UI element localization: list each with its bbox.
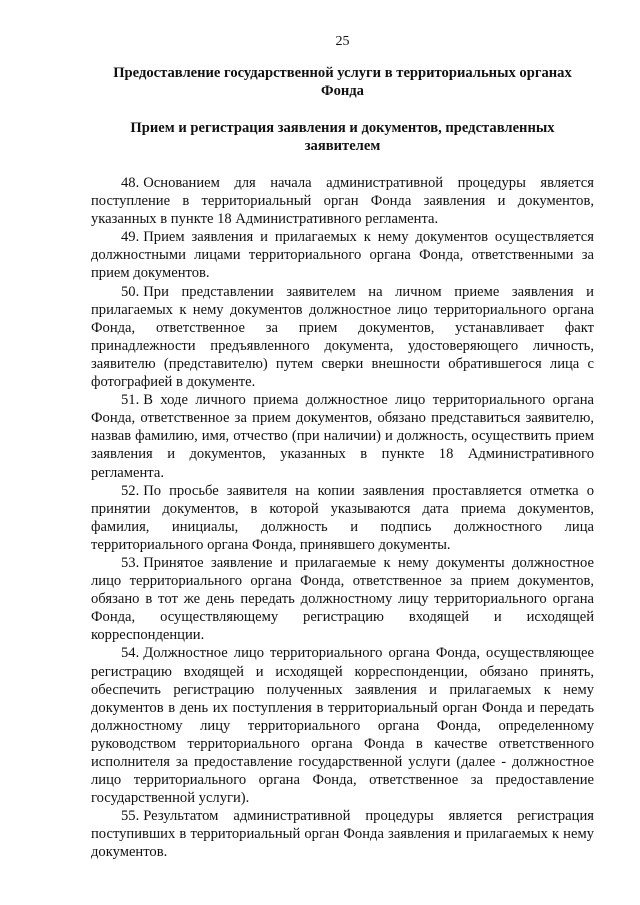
paragraph-text: Должностное лицо территориального органа Фонда, осуществляющее регистрацию входящей и исходящей корреспонденции, обязано принять, обеспечить регистрацию полученных заявления и прилагаемых к нему документов в день их поступления в территориальный орган Фонда и передать должностному лицу территориального органа Фонда, определенному руководством территориального органа Фонда в качестве ответственного исполнителя за предоставление государственной услуги (далее - должностное лицо территориального органа Фонда, ответственное за предоставление государственной услуги).: [91, 645, 594, 807]
paragraph-51: [91, 391, 594, 481]
paragraph-text: При представлении заявителем на личном приеме заявления и прилагаемых к нему документов должностное лицо территориального органа Фонда, ответственное за прием документов, устанавливает факт принадлежности предъявленного документа, удостоверяющего личность, заявителю (представителю) путем сверки внешности обратившегося лица с фотографией в документе.: [91, 283, 594, 391]
paragraph-number: 50.: [121, 283, 140, 300]
paragraph-text: Основанием для начала административной процедуры является поступление в территориальный орган Фонда заявления и документов, указанных в пункте 18 Административного регламента.: [91, 175, 594, 228]
paragraph-number: 48.: [121, 175, 140, 191]
paragraph-number: 53.: [121, 554, 140, 571]
page-number: 25: [335, 34, 350, 49]
paragraph-52: [91, 482, 594, 554]
paragraph-number: 51.: [121, 392, 140, 409]
paragraph-48: [91, 174, 594, 228]
paragraph-49: [91, 228, 594, 282]
subsection-heading: Прием и регистрация заявления и документов, представленных заявителем: [130, 120, 555, 154]
paragraph-54: [91, 644, 594, 807]
paragraph-53: [91, 554, 594, 644]
paragraph-number: 55.: [121, 808, 140, 825]
paragraph-list: [91, 174, 594, 862]
paragraph-text: Результатом административной процедуры является регистрация поступивших в территориальный орган Фонда заявления и прилагаемых к нему документов.: [91, 808, 594, 861]
paragraph-50: [91, 283, 594, 392]
paragraph-text: Принятое заявление и прилагаемые к нему документы должностное лицо территориального органа Фонда, ответственное за прием документов, обязано в тот же день передать должностному лицу территориального органа Фонда, осуществляющему регистрацию входящей и исходящей корреспонденции.: [91, 554, 594, 644]
section-heading: Предоставление государственной услуги в территориальных органах Фонда: [113, 65, 572, 99]
paragraph-number: 49.: [121, 229, 140, 246]
paragraph-text: По просьбе заявителя на копии заявления проставляется отметка о принятии документов, в которой указываются дата приема документов, фамилия, инициалы, должность и подпись должностного лица территориального органа Фонда, принявшего документы.: [91, 482, 594, 553]
paragraph-text: Прием заявления и прилагаемых к нему документов осуществляется должностными лицами территориального органа Фонда, ответственными за прием документов.: [91, 229, 594, 282]
paragraph-55: [91, 807, 594, 861]
paragraph-text: В ходе личного приема должностное лицо территориального органа Фонда, ответственное за прием документов, обязано представиться заявителю, назвав фамилию, имя, отчество (при наличии) и должность, осуществить прием заявления и документов, указанных в пункте 18 Административного регламента.: [91, 392, 594, 481]
paragraph-number: 52.: [121, 482, 140, 499]
paragraph-number: 54.: [121, 645, 140, 662]
